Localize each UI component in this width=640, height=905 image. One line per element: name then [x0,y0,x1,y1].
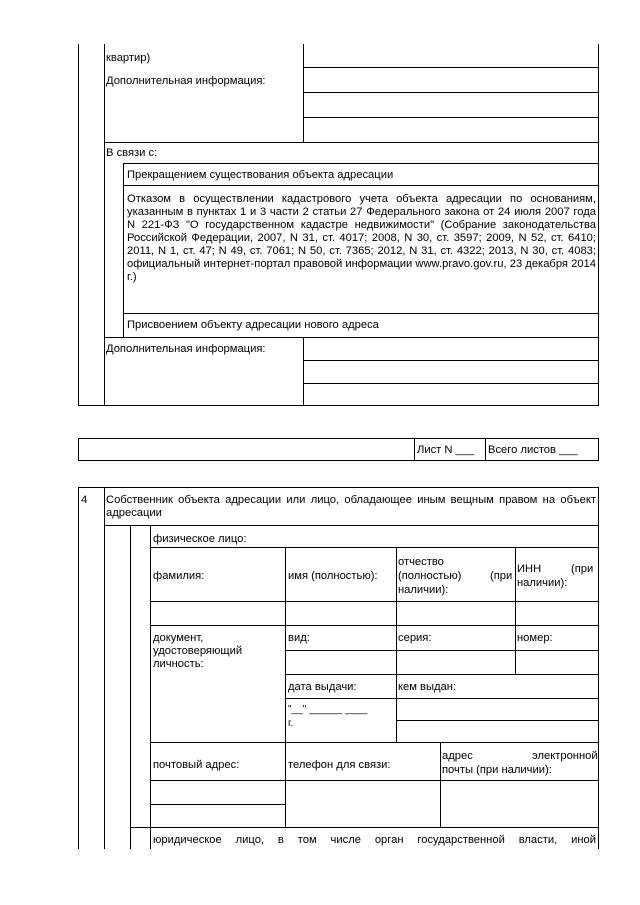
issued-by-label: кем выдан: [398,681,457,693]
s4-contact-col-b [440,742,441,827]
s4-line-contact-headers [150,780,598,781]
hline-bottom-top [78,405,599,406]
s4-inner-1 [104,487,105,849]
reason-cessation: Прекращением существования объекта адресации [127,169,394,181]
sheet-bar-right [598,438,599,461]
inn-label-1: ИНН [517,563,542,575]
s4-left [78,487,79,849]
hline-9 [304,383,598,384]
hline-4 [123,163,598,164]
s4-doc-col-b [396,625,397,742]
border-right-top [598,44,599,406]
total-sheets: Всего листов ___ [488,444,578,456]
s4-line-doc-bottom [150,742,598,743]
border-left-top [78,44,79,406]
s4-inner-2 [130,525,131,849]
issue-date-label: дата выдачи: [288,681,357,693]
postal-address-label: почтовый адрес: [153,759,240,771]
section-4-title: Собственник объекта адресации или лицо, обладающее иным вещным правом на объект адресации [106,494,596,519]
divider-value-col-2 [303,337,304,406]
additional-info-label-2: Дополнительная информация: [106,343,266,355]
border-inner-top [104,44,105,406]
s4-line-individual [150,547,598,548]
s4-line-doc-values [285,674,598,675]
reason-new-address: Присвоением объекту адресации нового адреса [127,319,379,331]
section-number: 4 [81,494,88,506]
hline-5 [123,185,598,186]
s4-inner-3 [150,525,151,849]
s4-line-name-headers [150,601,598,602]
sheet-bar-bottom [78,460,599,461]
row-apartments-tail: квартир) [106,52,151,64]
s4-line-issue-headers [285,698,598,699]
patronymic-label-1: отчество [398,556,444,568]
additional-info-label-1: Дополнительная информация: [106,75,266,87]
due-to-label: В связи с: [106,147,158,159]
hline-1 [304,92,598,93]
patronymic-label-2: (полностью) [398,570,462,582]
s4-line-contact-bottom [130,827,598,828]
inn-label-3: наличии): [517,577,568,589]
s4-doc-col-a [285,625,286,742]
s4-right [598,487,599,849]
first-name-label: имя (полностью): [288,570,378,582]
legal-entity-label: юридическое лицо, в том числе орган государственной власти, иной [153,834,596,846]
email-label-1: адрес [442,750,473,762]
s4-col-a [285,547,286,625]
date-template-line-2: г. [288,718,294,729]
hline-7 [104,337,598,338]
reason-refusal: Отказом в осуществлении кадастрового учета объекта адресации по основаниям, указанным в пунктах 1 и 3 части 2 статьи 27 Федерального закона от 24 июля 2007 года N 221-ФЗ "О государственном кадастре недвижимости" (Собрание законодательства Российской Федерации, 2007, N 31, ст. 4017; 2008, N 30, ст. 3597; 2009, N 52, ст. 6410; 2011, N 1, ст. 47; N 49, ст. 7061; N 50, ст. 7365; 2012, N 31, ст. 4322; 2013, N 30, ст. 4083; официальный интернет-портал правовой информации www.pravo.gov.ru, 23 декабря 2014 г.) [127,193,596,283]
email-label-2: электронной [532,750,598,762]
hline-0 [304,67,598,68]
border-inner2-top [123,163,124,337]
s4-col-b [396,547,397,625]
doc-number-label: номер: [517,632,553,644]
sheet-number: Лист N ___ [417,444,475,456]
surname-label: фамилия: [153,570,205,582]
email-label-3: почты (при наличии): [442,764,552,776]
hline-2 [304,117,598,118]
s4-line-title [104,525,598,526]
s4-line-postal-2 [150,804,285,805]
doc-type-label: вид: [288,632,310,644]
s4-line-name-values [150,625,598,626]
hline-3 [104,142,598,143]
hline-6 [123,313,598,314]
s4-line-issued-by-1 [396,720,598,721]
sheet-bar-top [78,438,599,439]
patronymic-label-4: наличии): [398,584,449,596]
s4-top [78,487,599,488]
doc-series-label: серия: [398,632,432,644]
sheet-bar-div-1 [414,438,415,461]
sheet-bar-left [78,438,79,461]
hline-8 [304,360,598,361]
patronymic-label-3: (при [490,570,513,582]
sheet-bar-div-2 [485,438,486,461]
s4-col-c [515,547,516,625]
identity-document-label: документ, удостоверяющий личность: [153,632,243,670]
divider-value-col-1 [303,44,304,143]
date-template-line-1: "__" ______ ____ [288,704,368,715]
phone-label: телефон для связи: [288,759,391,771]
s4-line-doc-headers [285,650,598,651]
s4-contact-col-a [285,742,286,827]
individual-label: физическое лицо: [153,533,247,545]
inn-label-2: (при [571,563,594,575]
